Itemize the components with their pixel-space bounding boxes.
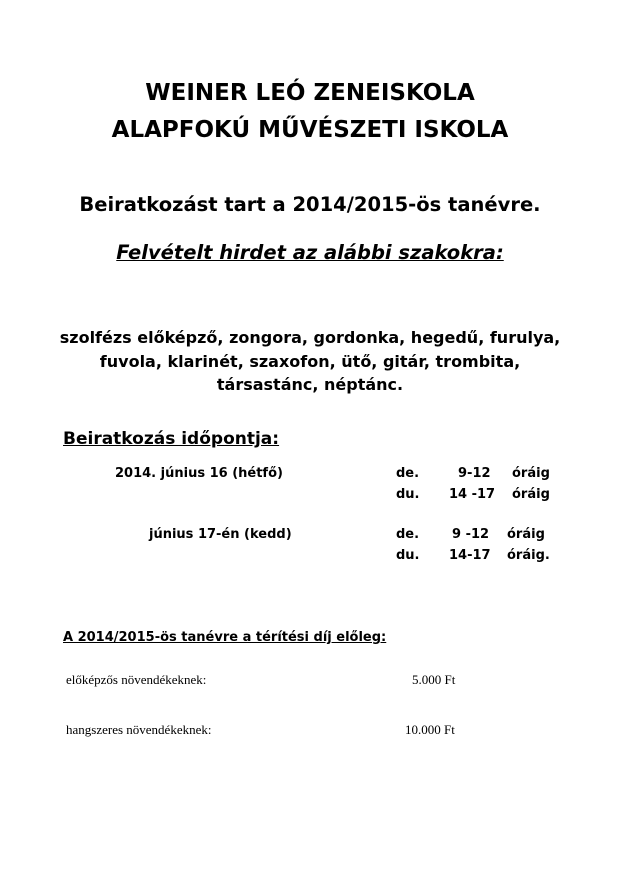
schedule-period: de.: [396, 466, 420, 481]
schedule-period: du.: [396, 548, 420, 563]
subjects-line-2: fuvola, klarinét, szaxofon, ütő, gitár, trombita,: [99, 352, 521, 371]
fees-heading: A 2014/2015-ös tanévre a térítési díj előleg:: [63, 630, 387, 645]
schedule-suffix: óráig.: [507, 548, 550, 563]
school-name: WEINER LEÓ ZENEISKOLA: [145, 80, 475, 106]
schedule-heading: Beiratkozás időpontja:: [63, 429, 280, 449]
schedule-time: 9 -12: [452, 527, 490, 542]
schedule-time: 9-12: [458, 466, 491, 481]
subjects-line-1: szolfézs előképző, zongora, gordonka, hegedű, furulya,: [59, 328, 561, 347]
fee-amount: 10.000 Ft: [405, 722, 455, 737]
schedule-suffix: óráig: [507, 527, 545, 542]
fee-amount: 5.000 Ft: [412, 672, 456, 687]
schedule-period: de.: [396, 527, 420, 542]
school-type: ALAPFOKÚ MŰVÉSZETI ISKOLA: [111, 117, 509, 143]
subjects-line-3: társastánc, néptánc.: [216, 375, 404, 394]
subjects-heading: Felvételt hirdet az alábbi szakokra:: [116, 241, 504, 264]
schedule-time: 14 -17: [449, 487, 496, 502]
enrollment-intro: Beiratkozást tart a 2014/2015-ös tanévre.: [79, 193, 541, 216]
schedule-date: 2014. június 16 (hétfő): [115, 466, 283, 481]
schedule-period: du.: [396, 487, 420, 502]
fee-label: hangszeres növendékeknek:: [66, 722, 212, 737]
schedule-suffix: óráig: [512, 466, 550, 481]
schedule-suffix: óráig: [512, 487, 550, 502]
schedule-time: 14-17: [449, 548, 491, 563]
schedule-date: június 17-én (kedd): [149, 527, 292, 542]
fee-label: előképzős növendékeknek:: [66, 672, 207, 687]
